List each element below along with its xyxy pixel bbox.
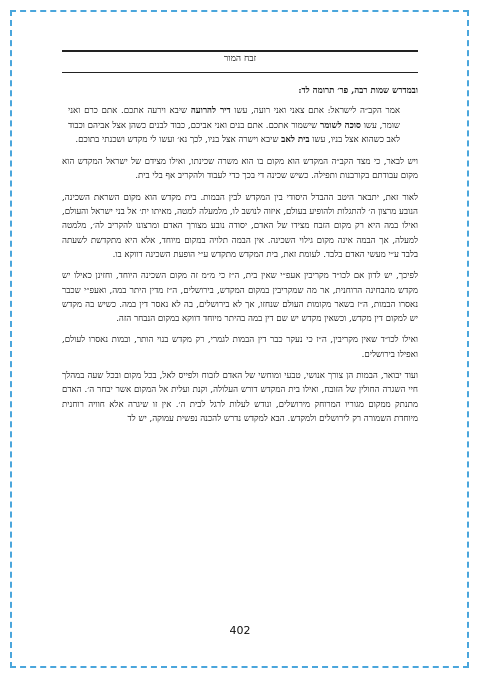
paragraph-1: ויש לבאר, כי מצד הקב״ה המקדש הוא מקום בו הוא משרה שכינתו, ואילו מצידם של ישראל המקדש הוא מקום עבודתם בקורבנות ותפילה. כשיש שכינה די בכך כדי לעבוד ולהקריב אף בלי בית.	[62, 157, 418, 182]
page-number: 402	[229, 624, 251, 637]
paragraph-5: ועוד יבואר, הבמות הן צורך אנושי, טבעי ומוחשי של האדם לזבוח ולפייס לאל, בכל מקום ובכל שעה במהלך חיי השגרה החולין של הזובח, ואילו בית המקדש דורש העלולה, וקנת ועלית אל המקום אשר יבחר ה׳. האדם מתנתק ממקום מגוריו המרוחק מירושלים, ונודש לעלות לרגל לבית ה׳. אין זו שיגרה אלא חוויה רוחנית מיוחדת השמורה רק לירושלים ולמקדש. הבא למקדש נדרש להכנה נפשית עמוקה, יש לד	[62, 371, 418, 424]
quote-text-4: שיבא וישרה אצל בניו, לכך נא׳ ועשו לי מקדש ושכנתי בתוכם.	[75, 134, 282, 145]
quote-text-2: שיבא וירעה אתכם. אתם כרם ואני שומר, עשו	[68, 106, 400, 131]
quote-text-1: אמר הקב״ה לישראל: אתם צאני ואני רועה, עשו	[230, 106, 400, 117]
page-body	[62, 84, 418, 433]
quote-text-3: שישמור אתכם. אתם בנים ואני אביכם, כבוד לבנים כשהן אצל אביהם וכבוד לאב כשהוא אצל בניו, עשו	[68, 120, 400, 145]
paragraph-2: לאור זאת, יתבאר היטב ההבדל היסודי בין המקדש לבין הבמות. בית מקדש הוא מקום השראת השכינה, הנובע מרצון ה׳ להתגלות ולהופיע בעולם, איזוה לנושב לו, מלמעלה למטה, מאיתו ית׳ אל בני ישראל והעולם, ואילו במה היא רק מקום הזבח מצידו של האדם, יסודה נובע מצורך האדם ומרצונו להקריב לה׳, מלמטה למעלה, אך הבמה אינה מקום גילוי השכינה. אין הבמה תלויה במקום מיוחד, אלא היא מתקדשת לשעתה בלבד ע״י מעשי האדם בלבד. לעומת זאת, בית המקדש מתקדש ע״י הופעת השכינה דווקא בו.	[62, 192, 418, 260]
midrash-quote	[62, 104, 418, 147]
paragraph-4: ואילו לכו״ד שאין מקריבין, ה״ז כי נעקר כבר דין הבמות לגמרי, רק מקדש בנוי הותר, ובמות נאסרו לעולם, ואפילו בירושלים.	[62, 335, 418, 360]
quote-bold-2: סוכה לשומר	[319, 120, 361, 131]
header-title: זבח המור	[223, 54, 257, 64]
paragraph-3: לפיכך, יש לדון אם לכו״ד מקריבין אעפ״י שאין בית, ה״ז כי מ״מ זה מקום השכינה היוחד, וחזינן כאילו יש מקדש מהבחינה הרוחנית, אר מה שמקריבין במקום המקדש, בירושלים, ה״ז מדין היתר במה, ואעפ״י שכבר נאסרו הבמות, ה״ז בשאר מקומות העולם שנחזו, אך לא בירושלים, בה לא נאסר דין במה. כשיש בה מקדש יש למקום דין מקדש, וכשאין מקדש יש שם דין במה בהיתר מיוחד דווקא במקום הנבחר הזה.	[62, 271, 418, 325]
running-header	[62, 50, 418, 73]
source-line: ובמדרש שמות רבה, פר׳ תרומה לד:	[298, 86, 418, 96]
quote-bold-3: בית לאב	[281, 134, 310, 145]
quote-bold-1: דיר להרועה	[190, 106, 231, 117]
